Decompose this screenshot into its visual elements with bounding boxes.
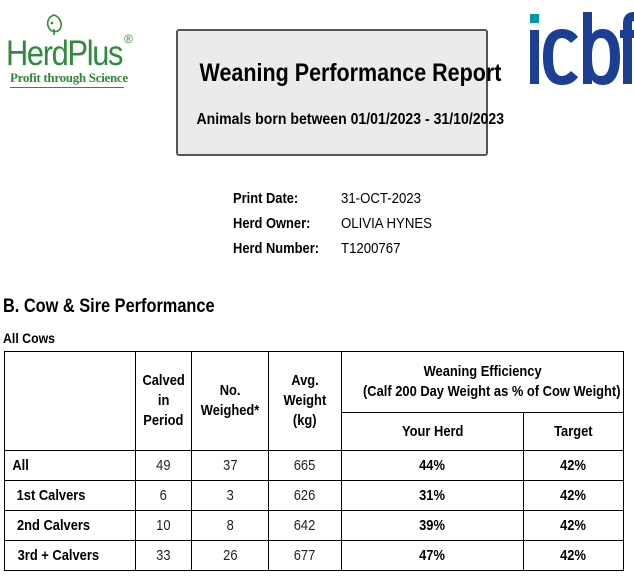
- herd-owner-value: OLIVIA HYNES: [341, 215, 432, 232]
- calved-cell-text: 49: [156, 457, 171, 474]
- your-herd-cell: [342, 511, 524, 541]
- table-row: [5, 511, 624, 541]
- target-header: Target: [524, 413, 624, 451]
- weighed-cell-text: 37: [222, 457, 238, 474]
- weight-cell: [269, 451, 342, 481]
- cow-leaf-icon: [44, 14, 64, 36]
- row-label-text: 2nd Calvers: [16, 517, 91, 534]
- report-subtitle: Animals born between 01/01/2023 - 31/10/2023: [196, 111, 505, 128]
- calved-cell-text: 33: [156, 547, 171, 564]
- weight-cell-text: 665: [294, 457, 316, 474]
- print-date-value: 31-OCT-2023: [341, 190, 421, 207]
- avg-weight-header: Avg. Weight (kg): [269, 352, 342, 451]
- your-herd-cell-text: 31%: [419, 487, 446, 504]
- row-label: [5, 481, 136, 511]
- report-title: Weaning Performance Report: [199, 59, 502, 87]
- herd-number-label: Herd Number:: [233, 240, 320, 257]
- print-date-label: Print Date:: [233, 190, 299, 207]
- row-label-text: 1st Calvers: [16, 487, 86, 504]
- table-row: [5, 541, 624, 571]
- weighed-cell: [192, 511, 269, 541]
- target-cell: [524, 481, 624, 511]
- calved-cell: [136, 511, 192, 541]
- your-herd-cell: [342, 451, 524, 481]
- weighed-cell: [192, 451, 269, 481]
- target-cell: [524, 541, 624, 571]
- icbf-logo: [528, 4, 634, 92]
- calved-cell: [136, 451, 192, 481]
- table-row: [5, 451, 624, 481]
- section-title: B. Cow & Sire Performance: [3, 296, 215, 317]
- herd-owner-label: Herd Owner:: [233, 215, 311, 232]
- row-label: [5, 541, 136, 571]
- row-label-text: All: [12, 457, 29, 474]
- section-subtitle: All Cows: [3, 330, 56, 346]
- your-herd-header: Your Herd: [342, 413, 524, 451]
- calved-cell-text: 6: [159, 487, 168, 504]
- weight-cell-text: 626: [294, 487, 316, 504]
- weighed-cell: [192, 481, 269, 511]
- weight-cell: [269, 511, 342, 541]
- weight-cell-text: 642: [294, 517, 316, 534]
- herdplus-tagline-underline: [10, 87, 124, 88]
- target-cell-text: 42%: [560, 457, 587, 474]
- row-label-header: [5, 352, 136, 451]
- weighed-cell: [192, 541, 269, 571]
- performance-table: [4, 351, 624, 571]
- herdplus-logo: [6, 14, 136, 88]
- row-label: [5, 451, 136, 481]
- icbf-logo-mark: [528, 4, 634, 92]
- your-herd-cell: [342, 481, 524, 511]
- weighed-cell-text: 3: [226, 487, 234, 504]
- your-herd-cell-text: 39%: [419, 517, 446, 534]
- target-cell-text: 42%: [560, 517, 587, 534]
- calved-cell: [136, 481, 192, 511]
- row-label-text: 3rd + Calvers: [17, 547, 100, 564]
- row-label: [5, 511, 136, 541]
- weaning-efficiency-header: Weaning Efficiency (Calf 200 Day Weight as % of Cow Weight): [342, 352, 624, 413]
- weighed-cell-text: 8: [226, 517, 234, 534]
- target-cell: [524, 511, 624, 541]
- your-herd-cell: [342, 541, 524, 571]
- herd-number-value: T1200767: [341, 240, 401, 257]
- calved-in-period-header: Calved in Period: [136, 352, 192, 451]
- weight-cell-text: 677: [294, 547, 316, 564]
- no-weighed-header: No. Weighed*: [192, 352, 269, 451]
- herdplus-tagline: Profit through Science: [10, 70, 128, 85]
- calved-cell-text: 10: [156, 517, 171, 534]
- target-cell-text: 42%: [560, 547, 587, 564]
- your-herd-cell-text: 47%: [419, 547, 446, 564]
- herdplus-logo-name: HerdPlus: [6, 34, 123, 73]
- weighed-cell-text: 26: [222, 547, 238, 564]
- your-herd-cell-text: 44%: [419, 457, 446, 474]
- report-title-box: [176, 29, 505, 156]
- calved-cell: [136, 541, 192, 571]
- table-row: [5, 481, 624, 511]
- target-cell-text: 42%: [560, 487, 587, 504]
- weight-cell: [269, 541, 342, 571]
- herdplus-registered-mark: ®: [124, 32, 133, 46]
- weight-cell: [269, 481, 342, 511]
- target-cell: [524, 451, 624, 481]
- table-header-row: [5, 352, 624, 413]
